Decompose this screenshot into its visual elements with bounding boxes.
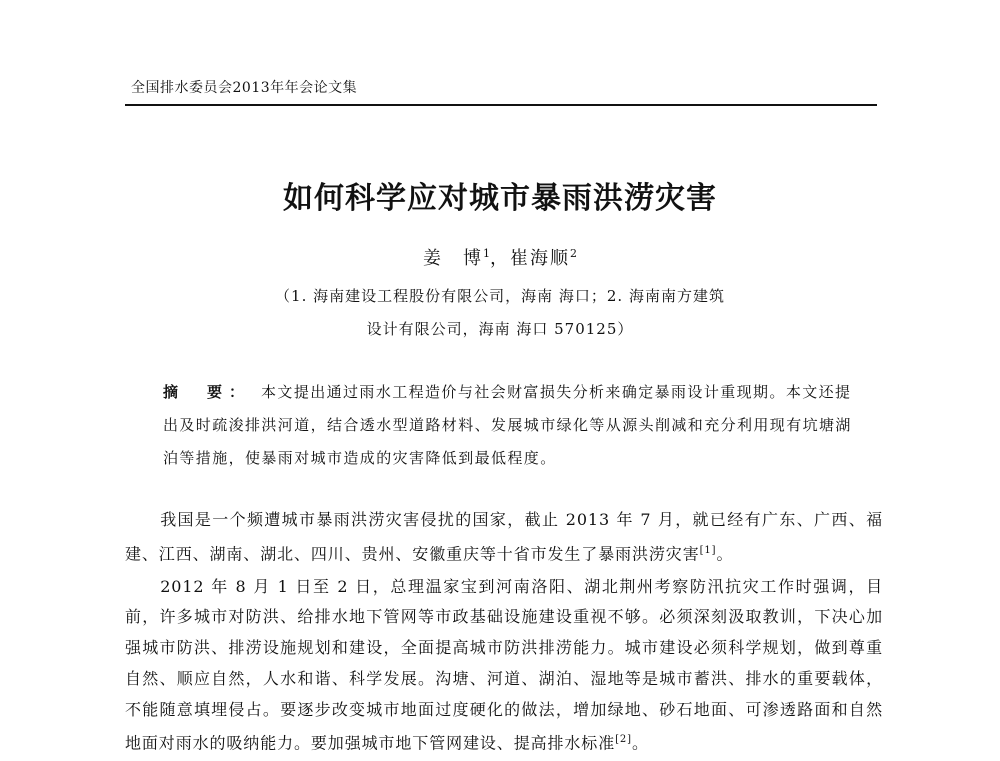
affiliation-line: 设计有限公司，海南 海口 570125） [366,320,634,338]
author-affiliation-mark: 1 [483,247,490,260]
paragraph-end: 。 [716,544,734,564]
header-rule [125,104,877,106]
paragraph-text: 我国是一个频遭城市暴雨洪涝灾害侵扰的国家，截止 2013 年 7 月，就已经有广东、广西、福建、江西、湖南、湖北、四川、贵州、安徽重庆等十省市发生了暴雨洪涝灾害 [125,510,883,564]
body-text [125,505,883,761]
author-affiliation-mark: 2 [570,247,577,260]
author-separator: ， [490,248,510,269]
author-name: 崔海顺 [510,248,570,269]
abstract [163,376,863,475]
paragraph-end: 。 [631,733,649,753]
citation-ref: [1] [699,544,717,556]
author-line [0,244,1000,270]
body-paragraph [125,505,883,570]
paper-title: 如何科学应对城市暴雨洪涝灾害 [283,181,717,216]
running-head: 全国排水委员会2013年年会论文集 [131,80,358,96]
body-paragraph [125,572,883,760]
abstract-label: 摘 要： [163,383,252,401]
author-name: 姜 博 [423,248,483,269]
paragraph-text: 2012 年 8 月 1 日至 2 日，总理温家宝到河南洛阳、湖北荆州考察防汛抗灾工作时强调，目前，许多城市对防洪、给排水地下管网等市政基础设施建设重视不够。必须深刻汲取教训，下决心加强城市防洪、排涝设施规划和建设，全面提高城市防洪排涝能力。城市建设必须科学规划，做到尊重自然、顺应自然，人水和谐、科学发展。沟塘、河道、湖泊、湿地等是城市蓄洪、排水的重要载体，不能随意填埋侵占。要逐步改变城市地面过度硬化的做法，增加绿地、砂石地面、可渗透路面和自然地面对雨水的吸纳能力。要加强城市地下管网建设、提高排水标准 [125,576,883,753]
affiliation-line: （1. 海南建设工程股份有限公司，海南 海口；2. 海南南方建筑 [275,287,725,305]
abstract-text: 本文提出通过雨水工程造价与社会财富损失分析来确定暴雨设计重现期。本文还提出及时疏浚排洪河道，结合透水型道路材料、发展城市绿化等从源头削减和充分利用现有坑塘湖泊等措施，使暴雨对城市造成的灾害降低到最低程度。 [163,383,852,467]
citation-ref: [2] [615,734,632,746]
